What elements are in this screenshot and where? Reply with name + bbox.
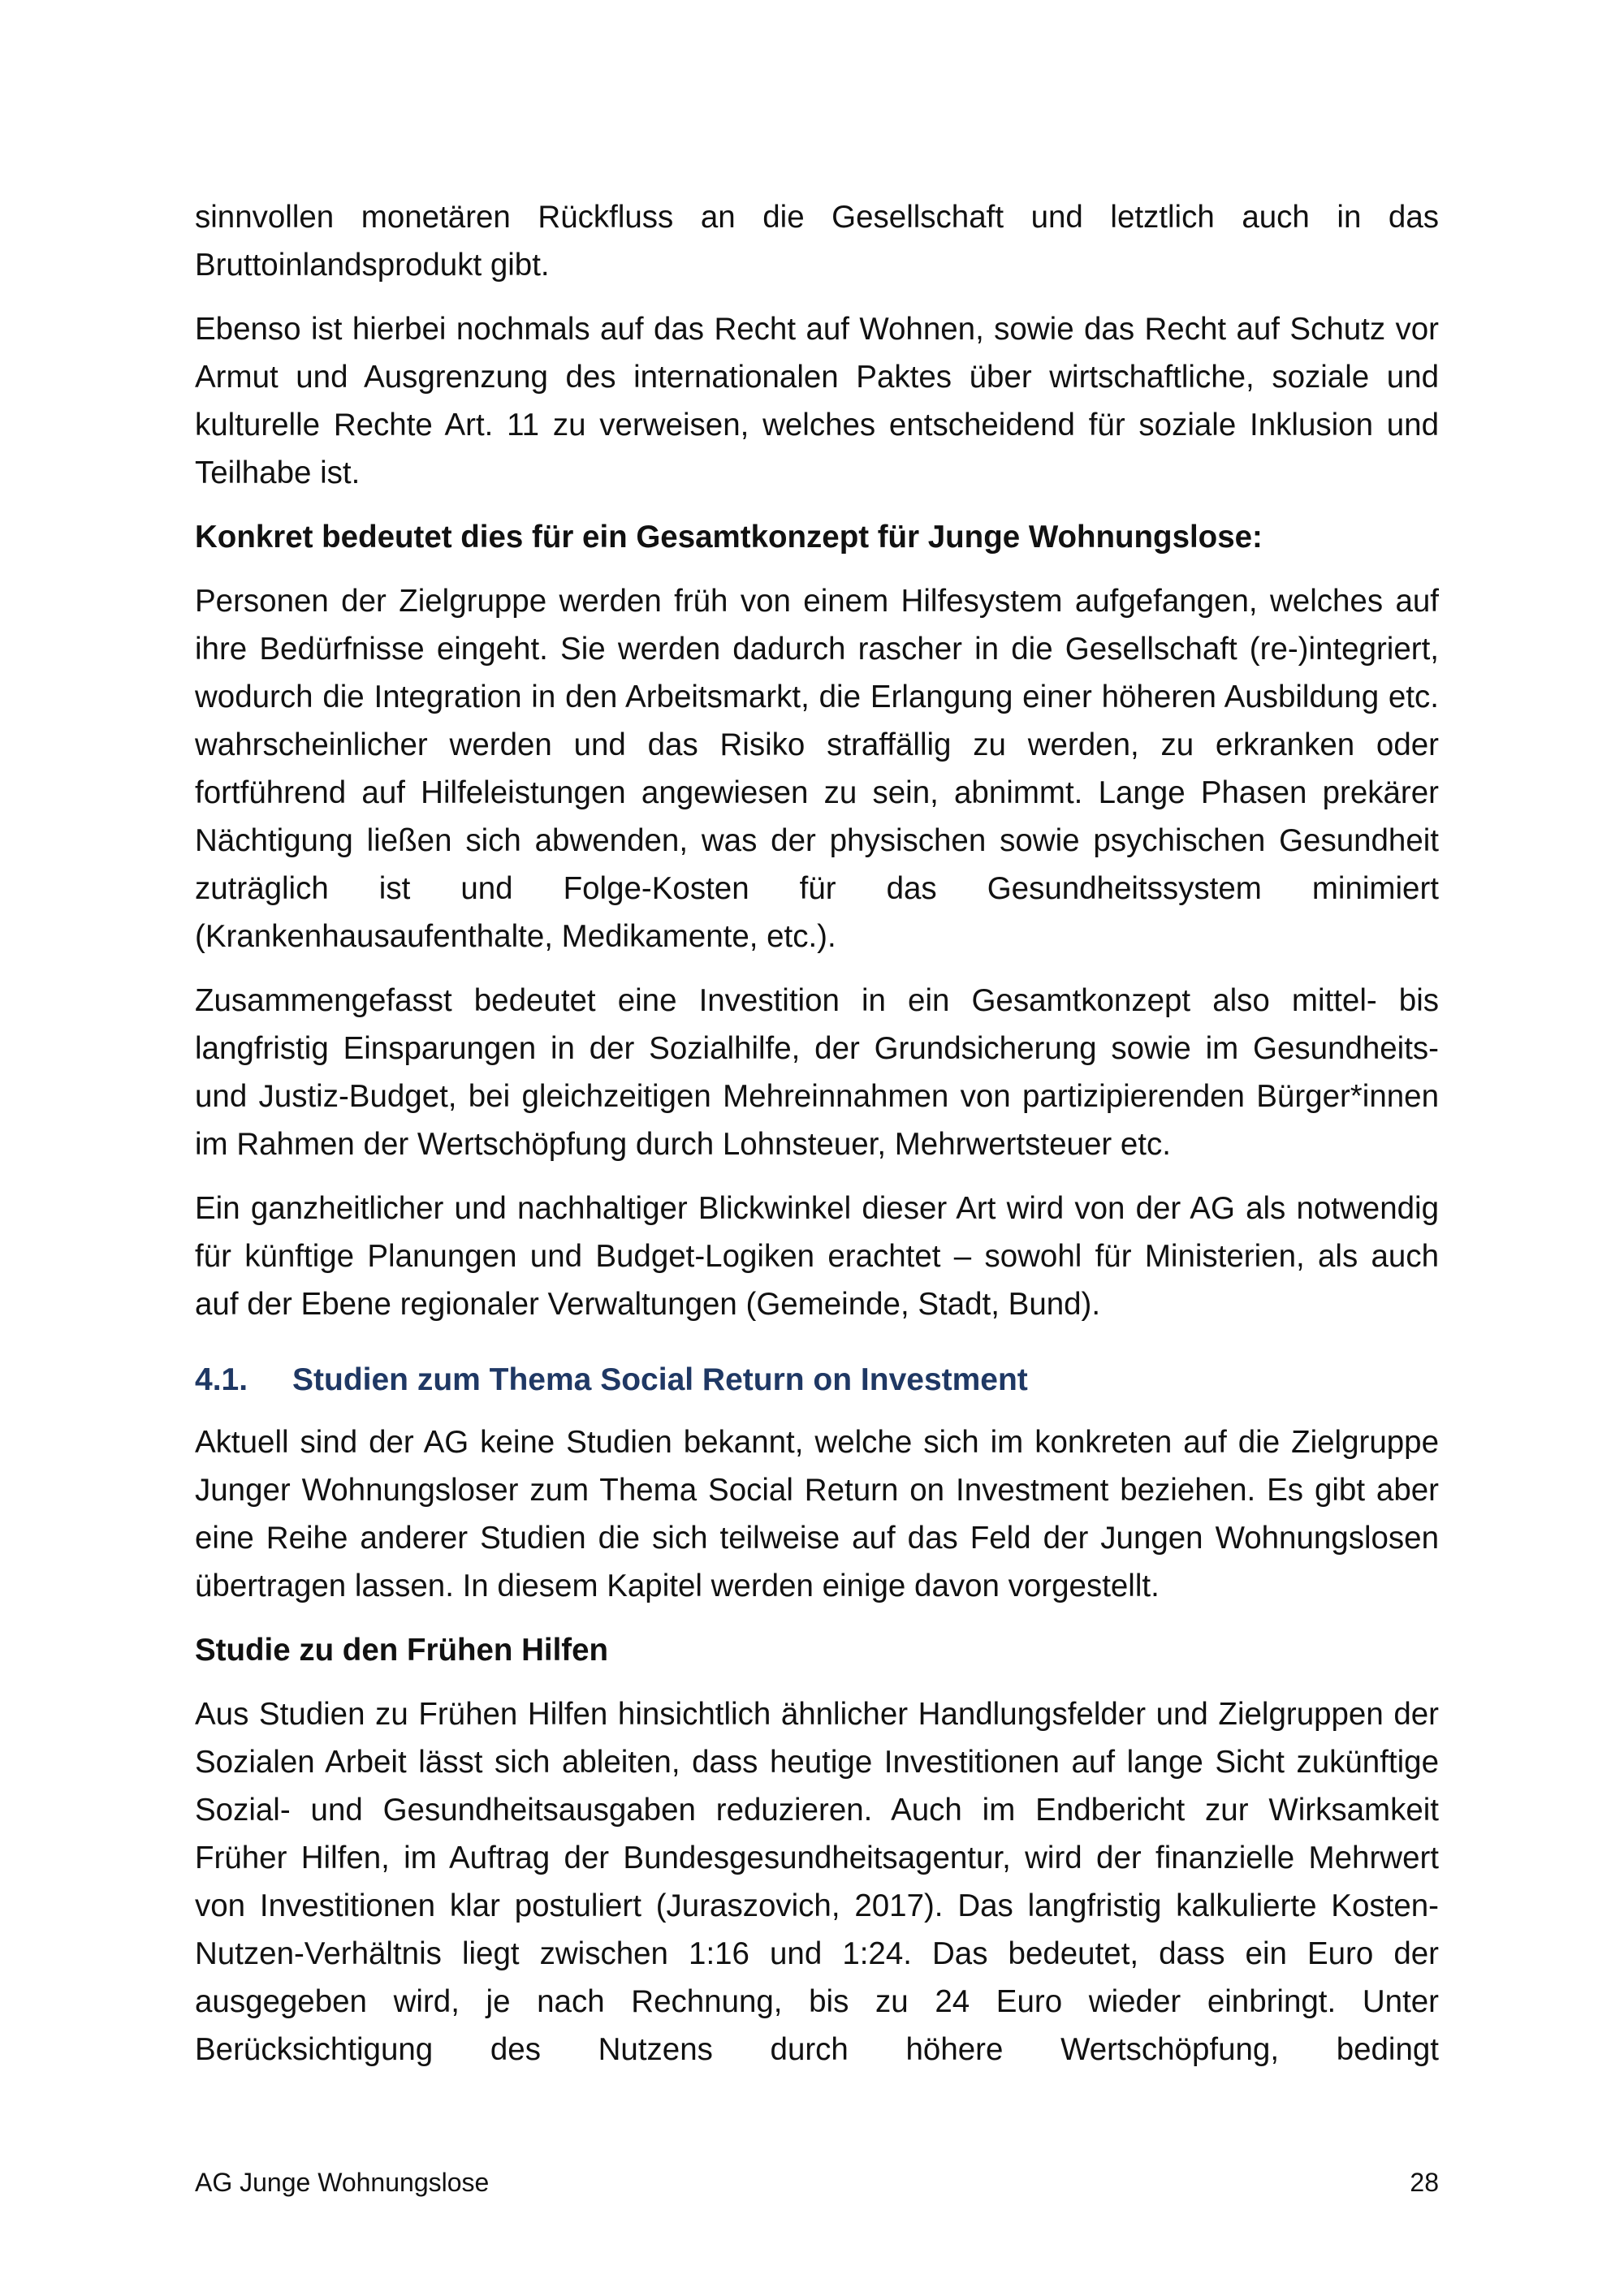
section-title: Studien zum Thema Social Return on Investment [292,1362,1028,1397]
page-footer [195,2168,1439,2198]
paragraph-blickwinkel: Ein ganzheitlicher und nachhaltiger Blickwinkel dieser Art wird von der AG als notwendig für künftige Planungen und Budget-Logiken erachtet – sowohl für Ministerien, als auch auf der Ebene regionaler Verwaltungen (Gemeinde, Stadt, Bund). [195,1191,1439,1322]
page-number: 28 [1410,2168,1439,2197]
paragraph-recht-auf-wohnen: Ebenso ist hierbei nochmals auf das Recht auf Wohnen, sowie das Recht auf Schutz vor Armut und Ausgrenzung des internationalen Paktes über wirtschaftliche, soziale und kulturelle Rechte Art. 11 zu verweisen, welches entscheidend für soziale Inklusion und Teilhabe ist. [195,312,1439,490]
footer-title: AG Junge Wohnungslose [195,2168,490,2197]
paragraph-zielgruppe: Personen der Zielgruppe werden früh von einem Hilfesystem aufgefangen, welches auf ihre Bedürfnisse eingeht. Sie werden dadurch rascher in die Gesellschaft (re-)integriert, wodurch die Integration in den Arbeitsmarkt, die Erlangung einer höheren Ausbildung etc. wahrscheinlicher werden und das Risiko straffällig zu werden, zu erkranken oder fortführend auf Hilfeleistungen angewiesen zu sein, abnimmt. Lange Phasen prekärer Nächtigung ließen sich abwenden, was der physischen sowie psychischen Gesundheit zuträglich ist und Folge-Kosten für das Gesundheitssystem minimiert (Krankenhausaufenthalte, Medikamente, etc.). [195,584,1439,954]
paragraph-rueckfluss: sinnvollen monetären Rückfluss an die Gesellschaft und letztlich auch in das Bruttoinlandsprodukt gibt. [195,200,1439,283]
paragraph-aktuell: Aktuell sind der AG keine Studien bekannt, welche sich im konkreten auf die Zielgruppe Junger Wohnungsloser zum Thema Social Return on Investment beziehen. Es gibt aber eine Reihe anderer Studien die sich teilweise auf das Feld der Jungen Wohnungslosen übertragen lassen. In diesem Kapitel werden einige davon vorgestellt. [195,1425,1439,1603]
subheading-konkret: Konkret bedeutet dies für ein Gesamtkonzept für Junge Wohnungslose: [195,520,1263,555]
paragraph-fruehe-hilfen: Aus Studien zu Frühen Hilfen hinsichtlich ähnlicher Handlungsfelder und Zielgruppen der Sozialen Arbeit lässt sich ableiten, dass heutige Investitionen auf lange Sicht zukünftige Sozial- und Gesundheitsausgaben reduzieren. Auch im Endbericht zur Wirksamkeit Früher Hilfen, im Auftrag der Bundesgesundheitsagentur, wird der finanzielle Mehrwert von Investitionen klar postuliert (Juraszovich, 2017). Das langfristig kalkulierte Kosten-Nutzen-Verhältnis liegt zwischen 1:16 und 1:24. Das bedeutet, dass ein Euro der ausgegeben wird, je nach Rechnung, bis zu 24 Euro wieder einbringt. Unter Berücksichtigung des Nutzens durch höhere Wertschöpfung, bedingt [195,1697,1439,2067]
subheading-fruehe-hilfen: Studie zu den Frühen Hilfen [195,1633,609,1668]
paragraph-zusammengefasst: Zusammengefasst bedeutet eine Investition in ein Gesamtkonzept also mittel- bis langfristig Einsparungen in der Sozialhilfe, der Grundsicherung sowie im Gesundheits- und Justiz-Budget, bei gleichzeitigen Mehreinnahmen von partizipierenden Bürger*innen im Rahmen der Wertschöpfung durch Lohnsteuer, Mehrwertsteuer etc. [195,983,1439,1162]
document-page [195,193,1439,2090]
section-heading [195,1356,1439,1404]
section-number: 4.1. [195,1362,248,1397]
